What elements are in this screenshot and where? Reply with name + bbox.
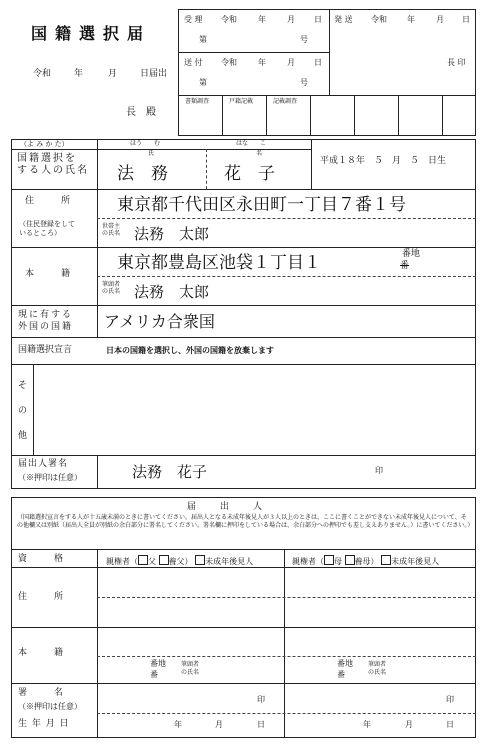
notifier-birth-label: 生 年 月 日 [18, 719, 70, 729]
surname-head: 氏 [148, 150, 155, 157]
adoptive-mother-checkbox[interactable] [345, 555, 355, 565]
dispatch-chief: 長 印 [447, 58, 466, 67]
filing-month-unit: 月 [108, 69, 118, 79]
dispatch-label: 発 送 [334, 15, 353, 24]
declaration-text: 日本の国籍を選択し、外国の国籍を放棄します [106, 346, 274, 355]
filing-day-unit: 日届出 [140, 69, 168, 79]
form-title: 国籍選択届 [31, 24, 152, 43]
right-qualification: 親権者（ 母 養母） 未成年後見人 [292, 557, 440, 566]
other-label: その他 [18, 381, 28, 441]
signature-value[interactable]: 法務 花子 [132, 463, 208, 481]
given-name-value[interactable]: 花 子 [224, 164, 275, 184]
ban-struck-label: 番 [400, 261, 410, 271]
notifier-address-label: 住 所 [18, 592, 67, 602]
receipt-era: 令和 [221, 15, 237, 24]
qualification-label: 資 格 [18, 554, 67, 564]
declaration-label: 国籍選択宣言 [18, 345, 73, 355]
notifier-title: 届 出 人 [187, 502, 265, 512]
left-qualification: 親権者（ 父 養父） 未成年後見人 [106, 557, 254, 566]
given-furigana: はな こ [236, 140, 267, 147]
nationality-value[interactable]: アメリカ合衆国 [104, 312, 215, 331]
banchi-label: 番地 [402, 249, 421, 259]
notifier-domicile-label: 本 籍 [18, 648, 67, 658]
left-head-label: 筆頭者 の氏名 [181, 661, 200, 676]
nationality-label: 現に有する 外国の国籍 [18, 310, 74, 332]
receipt-label: 受 理 [184, 15, 203, 24]
seal-mark: 印 [375, 466, 383, 475]
head-value[interactable]: 法務 太郎 [134, 283, 210, 301]
filing-year-unit: 年 [74, 69, 84, 79]
adoptive-father-checkbox[interactable] [159, 555, 169, 565]
notifier-sign-label: 署 名 [18, 688, 67, 698]
notifier-note: （国籍選択宣言をする人が十五歳未満のときに書いてください。届出人となる未成年後見人が３人以上のときは、ここに書くことができない未成年後見人について、その他欄又は別紙（届出人全員が別紙の余白部分に署名してください。署名欄に押印をしている場合は、余白部分への押印でも差し支えありません。）に書いてください。） [17, 514, 474, 529]
right-head-label: 筆頭者 の氏名 [368, 661, 387, 676]
address-note: （住民登録をして いるところ） [19, 220, 75, 237]
filing-era: 令和 [33, 69, 52, 79]
left-seal: 印 [257, 695, 265, 704]
domicile-value[interactable]: 東京都豊島区池袋１丁目１ [117, 253, 321, 273]
left-ban: 番 [150, 670, 158, 679]
sent-label: 送 付 [184, 58, 203, 67]
check-entry: 戸籍記載 [229, 98, 254, 105]
signature-note: （※押印は任意） [18, 473, 82, 482]
surname-furigana: ほう む [130, 140, 161, 147]
furigana-label: （よ み か た） [20, 140, 69, 148]
check-document: 書類調査 [185, 98, 210, 105]
address-value[interactable]: 東京都千代田区永田町一丁目７番１号 [117, 195, 406, 215]
head-label: 筆頭者 の氏名 [102, 281, 121, 295]
address-label: 住 所 [25, 196, 74, 206]
householder-value[interactable]: 法務 太郎 [134, 225, 210, 243]
addressee: 長 殿 [126, 107, 156, 118]
main-form-table [11, 139, 476, 489]
surname-value[interactable]: 法 務 [117, 164, 168, 184]
right-ban: 番 [337, 670, 345, 679]
domicile-label: 本 籍 [25, 269, 74, 279]
notifier-sign-note: （※押印は任意） [18, 702, 82, 711]
check-review: 記載調査 [273, 98, 298, 105]
left-guardian-checkbox[interactable] [195, 555, 205, 565]
given-head: 名 [256, 150, 263, 157]
right-banchi: 番地 [337, 659, 353, 668]
father-checkbox[interactable] [138, 555, 148, 565]
name-label: 国籍選択を する人の氏名 [17, 153, 89, 176]
right-seal: 印 [446, 695, 454, 704]
signature-label: 届出人署名 [18, 459, 69, 469]
householder-label: 世帯主 の氏名 [102, 223, 121, 237]
left-banchi: 番地 [150, 659, 166, 668]
right-guardian-checkbox[interactable] [381, 555, 391, 565]
mother-checkbox[interactable] [324, 555, 334, 565]
birthdate-value[interactable]: 平成１８年 ５ 月 ５ 日生 [320, 156, 447, 166]
